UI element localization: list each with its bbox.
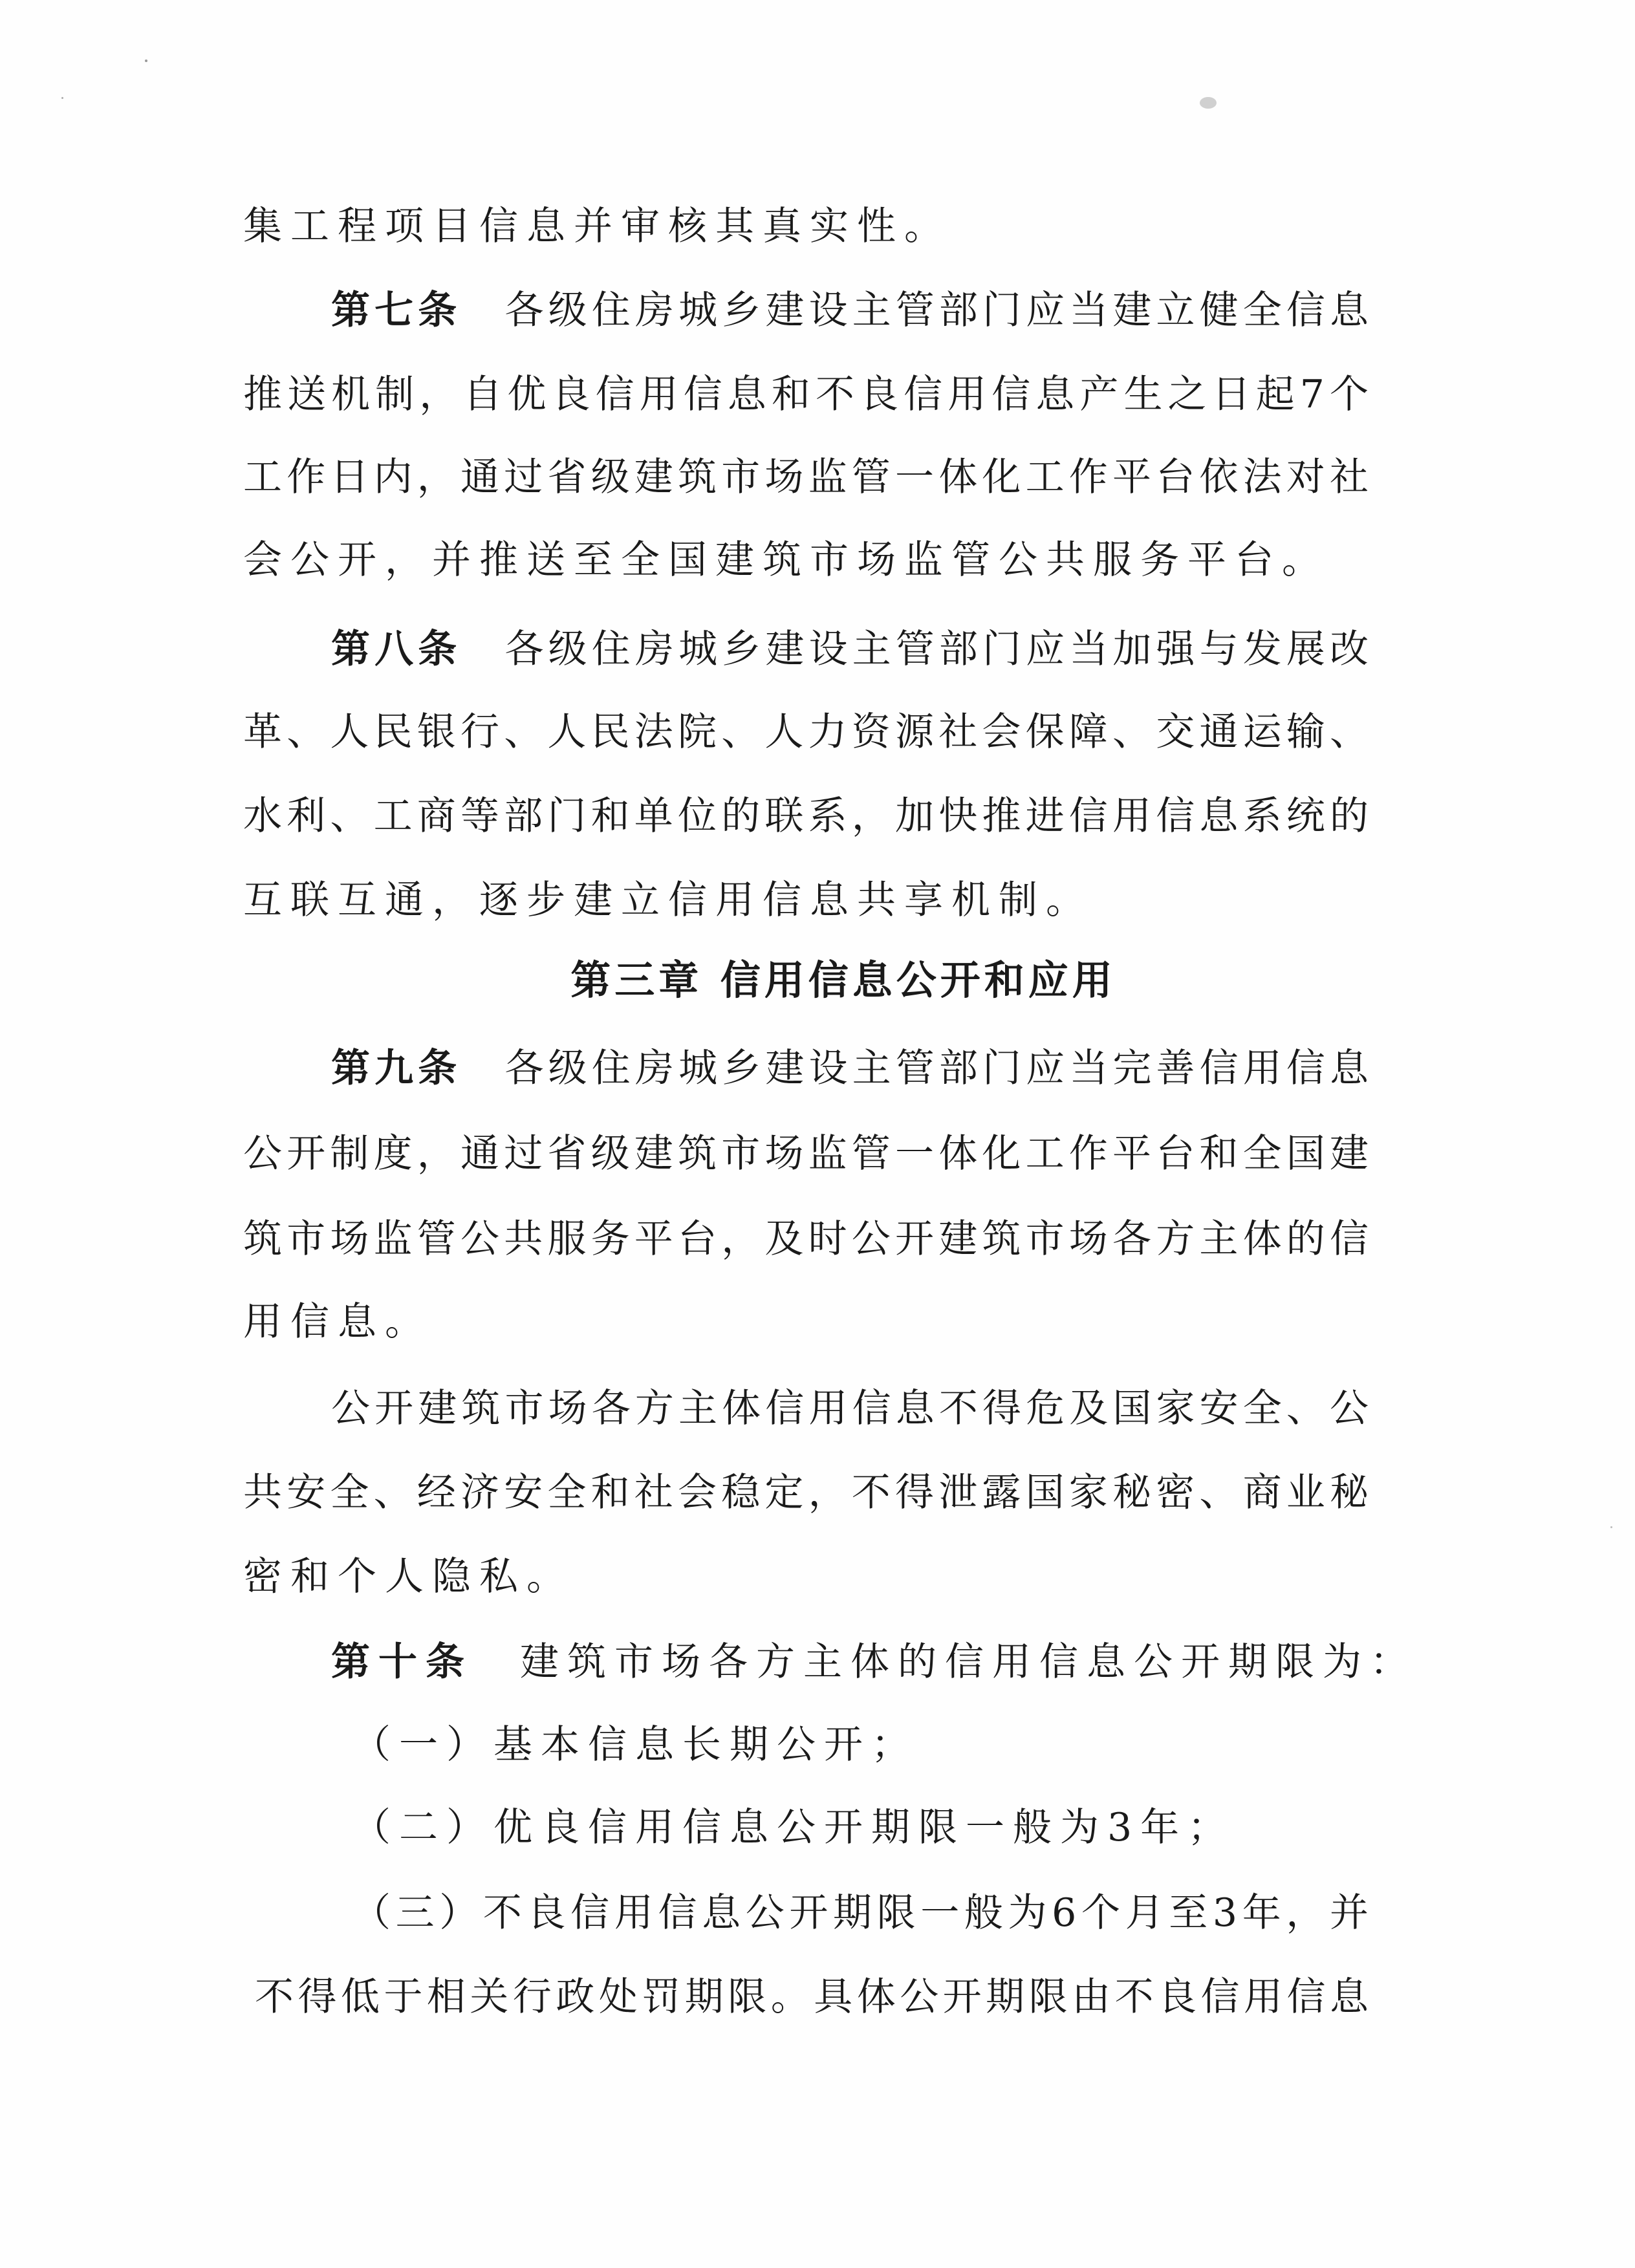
article-7-heading: 第七条 (331, 288, 462, 333)
scan-speck (61, 97, 63, 99)
article-10-heading: 第十条 (331, 1639, 473, 1685)
article-10-item-3-continued: 不得低于相关行政处罚期限。具体公开期限由不良信用信息 (255, 1974, 1369, 2020)
article-10-line-1 (331, 1636, 1417, 1688)
article-10-text-1: 建筑市场各方主体的信用信息公开期限为： (520, 1639, 1417, 1685)
article-10-item-2: （二）优良信用信息公开期限一般为3年； (352, 1805, 1235, 1850)
article-8-line-2: 革、人民银行、人民法院、人力资源社会保障、交通运输、 (243, 709, 1369, 755)
public-info-line-1: 公开建筑市场各方主体信用信息不得危及国家安全、公 (331, 1386, 1369, 1431)
article-9-text-1: 各级住房城乡建设主管部门应当完善信用信息 (504, 1046, 1369, 1091)
article-9-line-4: 用信息。 (243, 1299, 432, 1345)
article-9-line-1 (331, 1042, 1369, 1094)
public-info-line-2: 共安全、经济安全和社会稳定，不得泄露国家秘密、商业秘 (243, 1470, 1369, 1515)
article-10-item-3: （三）不良信用信息公开期限一般为6个月至3年，并 (352, 1890, 1369, 1936)
article-7-text-1: 各级住房城乡建设主管部门应当建立健全信息 (504, 288, 1369, 333)
article-9-heading: 第九条 (331, 1046, 462, 1091)
article-7-line-1 (331, 285, 1369, 336)
article-8-line-3: 水利、工商等部门和单位的联系，加快推进信用信息系统的 (243, 794, 1369, 839)
chapter-3-title: 第三章 信用信息公开和应用 (570, 956, 1116, 1004)
article-8-line-4: 互联互通，逐步建立信用信息共享机制。 (243, 878, 1093, 923)
article-7-line-2: 推送机制，自优良信用信息和不良信用信息产生之日起7个 (243, 372, 1369, 417)
scan-speck (1200, 97, 1217, 109)
scan-speck (145, 59, 147, 62)
public-info-line-3: 密和个人隐私。 (243, 1554, 574, 1599)
article-7-line-3: 工作日内，通过省级建筑市场监管一体化工作平台依法对社 (243, 455, 1369, 500)
article-10-item-1: （一）基本信息长期公开； (352, 1722, 918, 1767)
article-7-line-4: 会公开，并推送至全国建筑市场监管公共服务平台。 (243, 537, 1329, 583)
article-8-line-1 (331, 623, 1369, 675)
article-9-line-2: 公开制度，通过省级建筑市场监管一体化工作平台和全国建 (243, 1131, 1369, 1176)
paragraph-intro-line-1: 集工程项目信息并审核其真实性。 (243, 204, 951, 249)
article-8-heading: 第八条 (331, 627, 462, 672)
scan-speck (1610, 1526, 1612, 1528)
article-9-line-3: 筑市场监管公共服务平台，及时公开建筑市场各方主体的信 (243, 1216, 1369, 1262)
article-8-text-1: 各级住房城乡建设主管部门应当加强与发展改 (504, 627, 1369, 672)
